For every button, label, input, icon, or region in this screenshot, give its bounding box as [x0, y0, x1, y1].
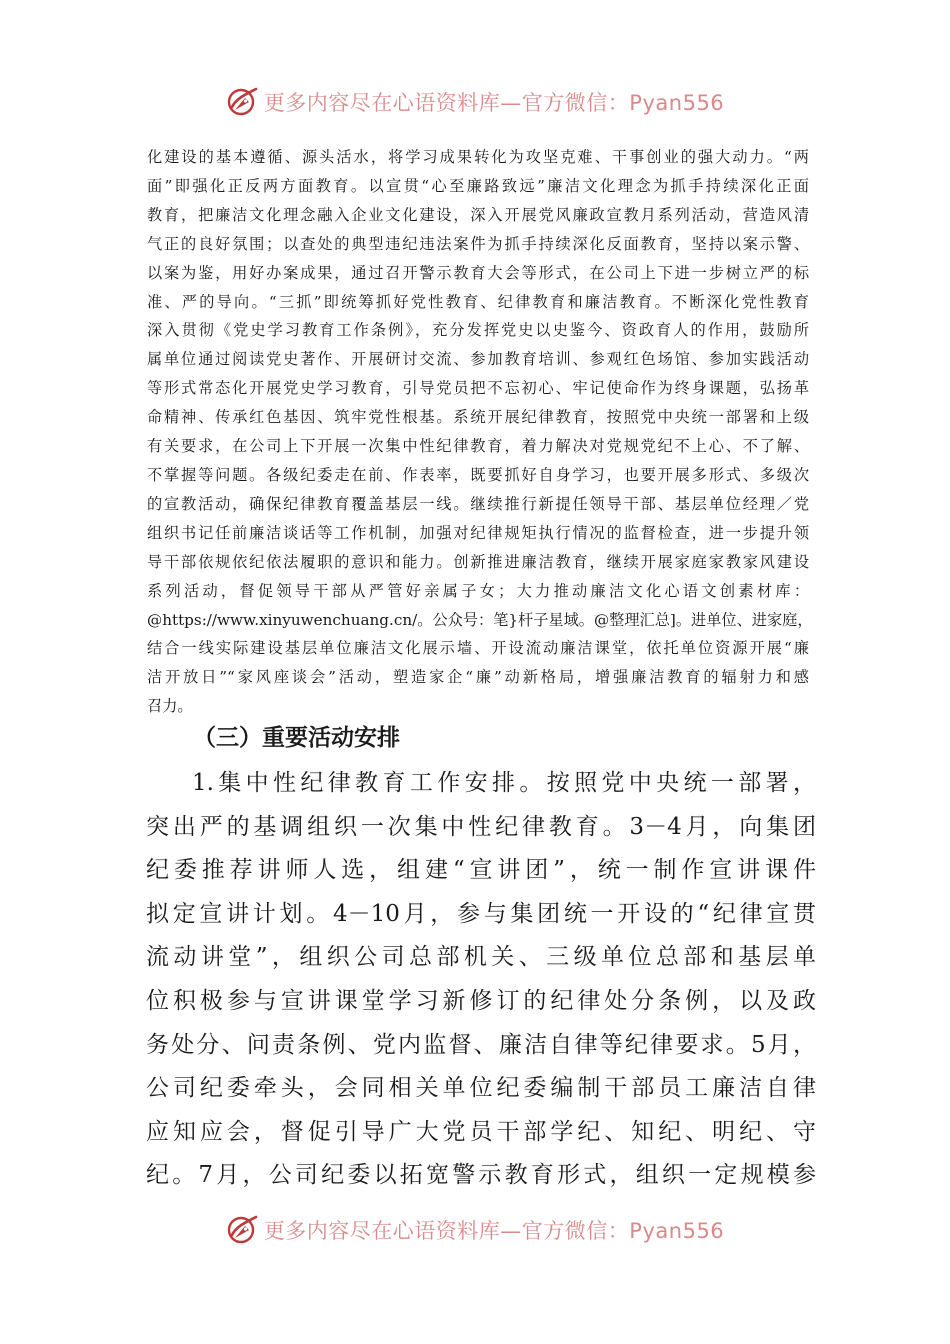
body-paragraph — [147, 143, 813, 721]
body-line: 不掌握等问题。各级纪委走在前、作表率，既要抓好自身学习，也要开展多形式、多级次 — [147, 465, 809, 484]
body-line: 导干部依规依纪依法履职的意识和能力。创新推进廉洁教育，继续开展家庭家教家风建设 — [147, 552, 809, 571]
section-line: 1.集中性纪律教育工作安排。按照党中央统一部署， — [192, 770, 816, 796]
body-line: 洁开放日”“家风座谈会”活动，塑造家企“廉”动新格局，增强廉洁教育的辐射力和感 — [147, 668, 809, 687]
section-paragraph — [146, 762, 816, 1198]
section-line: 纪。7月，公司纪委以拓宽警示教育形式，组织一定规模参 — [146, 1162, 816, 1189]
section-line: 突出严的基调组织一次集中性纪律教育。3－4月，向集团 — [146, 813, 816, 840]
pen-nib-icon — [226, 1213, 260, 1247]
body-line: 深入贯彻《党史学习教育工作条例》，充分发挥党史以史鉴今、资政育人的作用，鼓励所 — [147, 321, 809, 340]
footer-watermark-banner — [0, 1210, 950, 1250]
body-line: 结合一线实际建设基层单位廉洁文化展示墙、开设流动廉洁课堂，依托单位资源开展“廉 — [147, 639, 809, 658]
header-watermark-banner — [0, 82, 950, 122]
body-line: 等形式常态化开展党史学习教育，引导党员把不忘初心、牢记使命作为终身课题，弘扬革 — [147, 379, 809, 398]
body-line: 的宣教活动，确保纪律教育覆盖基层一线。继续推行新提任领导干部、基层单位经理／党 — [147, 494, 809, 513]
section-line: 务处分、问责条例、党内监督、廉洁自律等纪律要求。5月， — [146, 1031, 816, 1058]
body-line: 气正的良好氛围；以查处的典型违纪违法案件为抓手持续深化反面教育，坚持以案示警、 — [147, 234, 809, 253]
body-line: 化建设的基本遵循、源头活水，将学习成果转化为攻坚克难、干事创业的强大动力。“两 — [147, 148, 809, 166]
body-line: 面”即强化正反两方面教育。以宣贯“心至廉路致远”廉洁文化理念为抓手持续深化正面 — [147, 176, 809, 195]
section-line: 位积极参与宣讲课堂学习新修订的纪律处分条例，以及政 — [146, 987, 816, 1014]
header-banner-text: 更多内容尽在心语资料库—官方微信：Pyan556 — [263, 91, 725, 115]
body-line: 有关要求，在公司上下开展一次集中性纪律教育，着力解决对党规党纪不上心、不了解、 — [147, 437, 809, 456]
section-line: 流动讲堂”，组织公司总部机关、三级单位总部和基层单 — [146, 944, 816, 971]
section-heading: （三）重要活动安排 — [193, 725, 400, 751]
pen-nib-icon — [226, 85, 260, 119]
body-line: 系列活动，督促领导干部从严管好亲属子女；大力推动廉洁文化心语文创素材库： — [147, 581, 809, 600]
body-line: 属单位通过阅读党史著作、开展研讨交流、参加教育培训、参观红色场馆、参加实践活动 — [147, 350, 809, 369]
body-line: 以案为鉴，用好办案成果，通过召开警示教育大会等形式，在公司上下进一步树立严的标 — [147, 263, 809, 282]
section-line: 纪委推荐讲师人选，组建“宣讲团”，统一制作宣讲课件 — [146, 857, 816, 884]
section-line: 拟定宣讲计划。4－10月，参与集团统一开设的“纪律宣贯 — [146, 900, 816, 927]
section-line: 应知应会，督促引导广大党员干部学纪、知纪、明纪、守 — [146, 1118, 816, 1145]
body-line: @https://www.xinyuwenchuang.cn/。公众号：笔}杆子星域。@整理汇总]。进单位、进家庭， — [147, 610, 813, 629]
body-line: 召力。 — [147, 697, 193, 716]
section-line: 公司纪委牵头，会同相关单位纪委编制干部员工廉洁自律 — [146, 1075, 816, 1102]
body-line: 准、严的导向。“三抓”即统筹抓好党性教育、纪律教育和廉洁教育。不断深化党性教育 — [147, 292, 809, 311]
body-line: 教育，把廉洁文化理念融入企业文化建设，深入开展党风廉政宣教月系列活动，营造风清 — [147, 205, 809, 224]
body-line: 组织书记任前廉洁谈话等工作机制，加强对纪律规矩执行情况的监督检查，进一步提升领 — [147, 523, 809, 542]
body-line: 命精神、传承红色基因、筑牢党性根基。系统开展纪律教育，按照党中央统一部署和上级 — [147, 408, 809, 427]
footer-banner-text: 更多内容尽在心语资料库—官方微信：Pyan556 — [263, 1219, 725, 1243]
